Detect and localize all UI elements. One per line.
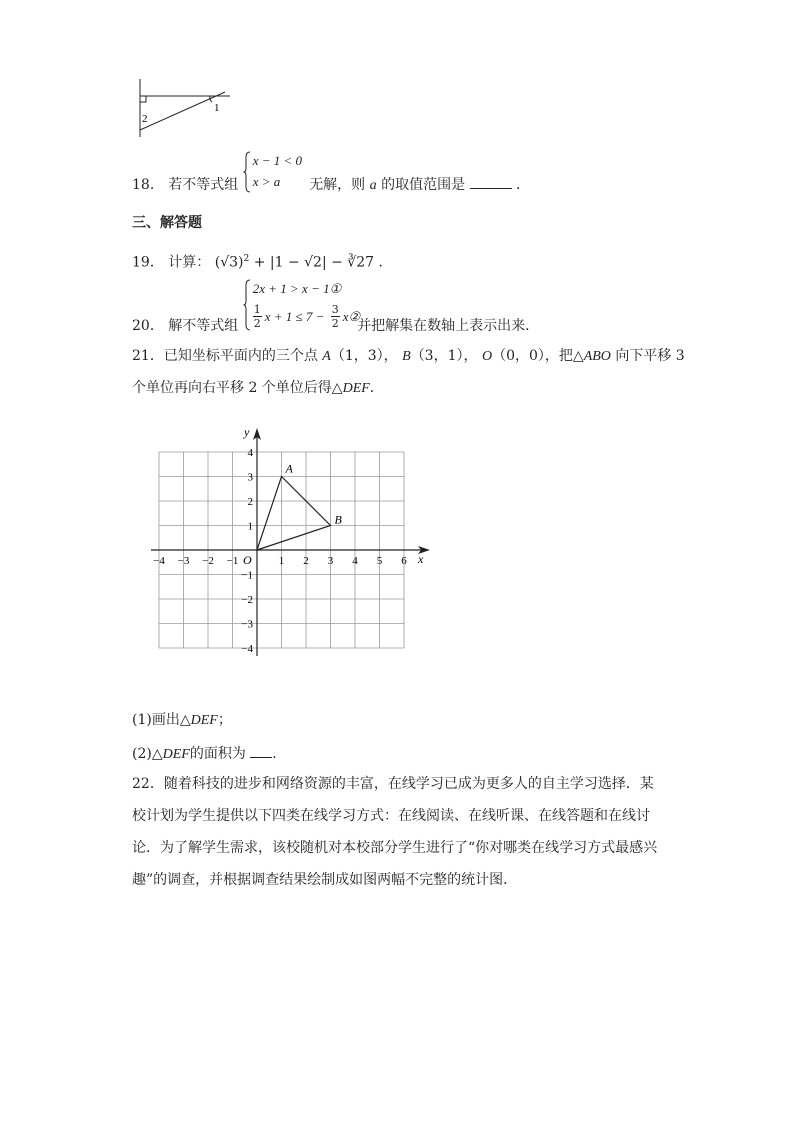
y-tick-label: 3 [247,471,253,484]
y-tick-label: −3 [241,618,253,631]
fraction-three-halves: 3 2 [331,303,339,330]
graph-point-b-label: B [334,512,342,527]
question-22-line2: 校计划为学生提供以下四类在线学习方式：在线阅读、在线听课、在线答题和在线讨 [132,808,650,824]
question-21-line1: 21．已知坐标平面内的三个点 A（1，3）， B（3，1）， O（0，0），把△ABO 向下平移 3 [132,348,685,364]
question-18 [132,153,530,195]
question-19-exponent: 2 [243,254,250,264]
question-22-line3: 论．为了解学生需求，该校随机对本校部分学生进行了“你对哪类在线学习方式最感兴 [132,840,658,856]
brace-icon [243,151,251,193]
triangle-abo: ABO [583,349,611,364]
point-a-label: A [322,349,331,364]
x-tick-label: −4 [153,555,165,567]
angle-1-arc [210,96,212,102]
question-19-term2: + |1 − √2| − ∛27 [253,254,375,271]
point-o-label: O [481,349,493,364]
figure-17 [130,75,240,140]
question-19-end: ． [378,254,393,271]
question-20 [132,283,539,335]
question-19-term1: (√3) [214,254,244,271]
point-b-label: B [402,349,411,364]
question-21-line2: 个单位再向右平移 2 个单位后得△DEF． [132,380,384,396]
question-18-end: ． [516,177,530,193]
question-18-mid2: 的取值范围是 [381,177,466,193]
question-19 [132,249,393,273]
question-20-suffix: 并把解集在数轴上表示出来． [357,318,540,334]
triangle-def: DEF [342,381,370,396]
y-tick-label: 1 [247,520,253,533]
question-22-line4: 趣”的调查，并根据调查结果绘制成如图两幅不完整的统计图． [132,872,518,888]
y-tick-label: 4 [247,447,253,459]
question-22-line1: 22．随着科技的进步和网络资源的丰富，在线学习已成为更多人的自主学习选择．某 [132,776,654,792]
x-tick-label: −1 [226,555,239,567]
angle-2-label: 2 [142,113,148,125]
question-19-number: 19． [132,254,164,271]
inequality-20-line1: 2x + 1 > x − 1① [252,281,342,296]
x-tick-label: 6 [401,555,407,567]
triangle-abo [257,477,331,551]
question-20-prefix: 解不等式组 [168,318,239,334]
question-18-var: a [369,178,377,193]
question-18-number: 18． [132,177,164,193]
inequality-20-end: x② [342,309,361,324]
coordinate-grid [140,420,440,665]
y-tick-label: −1 [241,569,253,582]
question-18-mid1: 无解，则 [309,177,366,193]
angle-1-label: 1 [214,102,220,114]
question-21-part1: (1)画出△DEF； [132,712,232,728]
question-21-part2: (2)△DEF的面积为 ． [132,743,286,765]
x-tick-label: −2 [202,555,214,567]
brace-icon [243,279,251,331]
x-tick-label: 5 [376,555,383,567]
inequality-18-line2: x > a [252,174,281,189]
x-tick-label: 4 [352,555,358,567]
x-tick-label: 1 [278,555,285,567]
answer-blank-18[interactable] [470,174,512,189]
question-20-number: 20． [132,318,164,334]
inequality-18-line1: x − 1 < 0 [252,153,303,168]
x-tick-label: −3 [177,555,190,567]
y-tick-label: −2 [241,594,253,606]
x-tick-label: 2 [303,555,309,567]
inequality-system-20 [243,279,361,331]
fraction-one-half: 1 2 [253,303,261,330]
inequality-20-mid: x + 1 ≤ 7 − [264,309,325,324]
graph-point-a-label: A [285,461,293,476]
inequality-system-18 [243,151,305,193]
answer-blank-21[interactable] [250,743,272,758]
y-tick-label: −4 [241,643,253,655]
section-heading: 三、解答题 [132,215,202,231]
question-19-prefix: 计算： [168,254,211,271]
x-axis-label: x [418,552,424,566]
transversal-line [140,92,225,130]
question-18-prefix: 若不等式组 [168,177,239,193]
y-axis-label: y [244,425,250,439]
right-angle-mark [140,96,146,102]
x-tick-label: 3 [327,555,334,567]
y-tick-label: 2 [247,496,253,508]
origin-label: O [243,553,252,567]
